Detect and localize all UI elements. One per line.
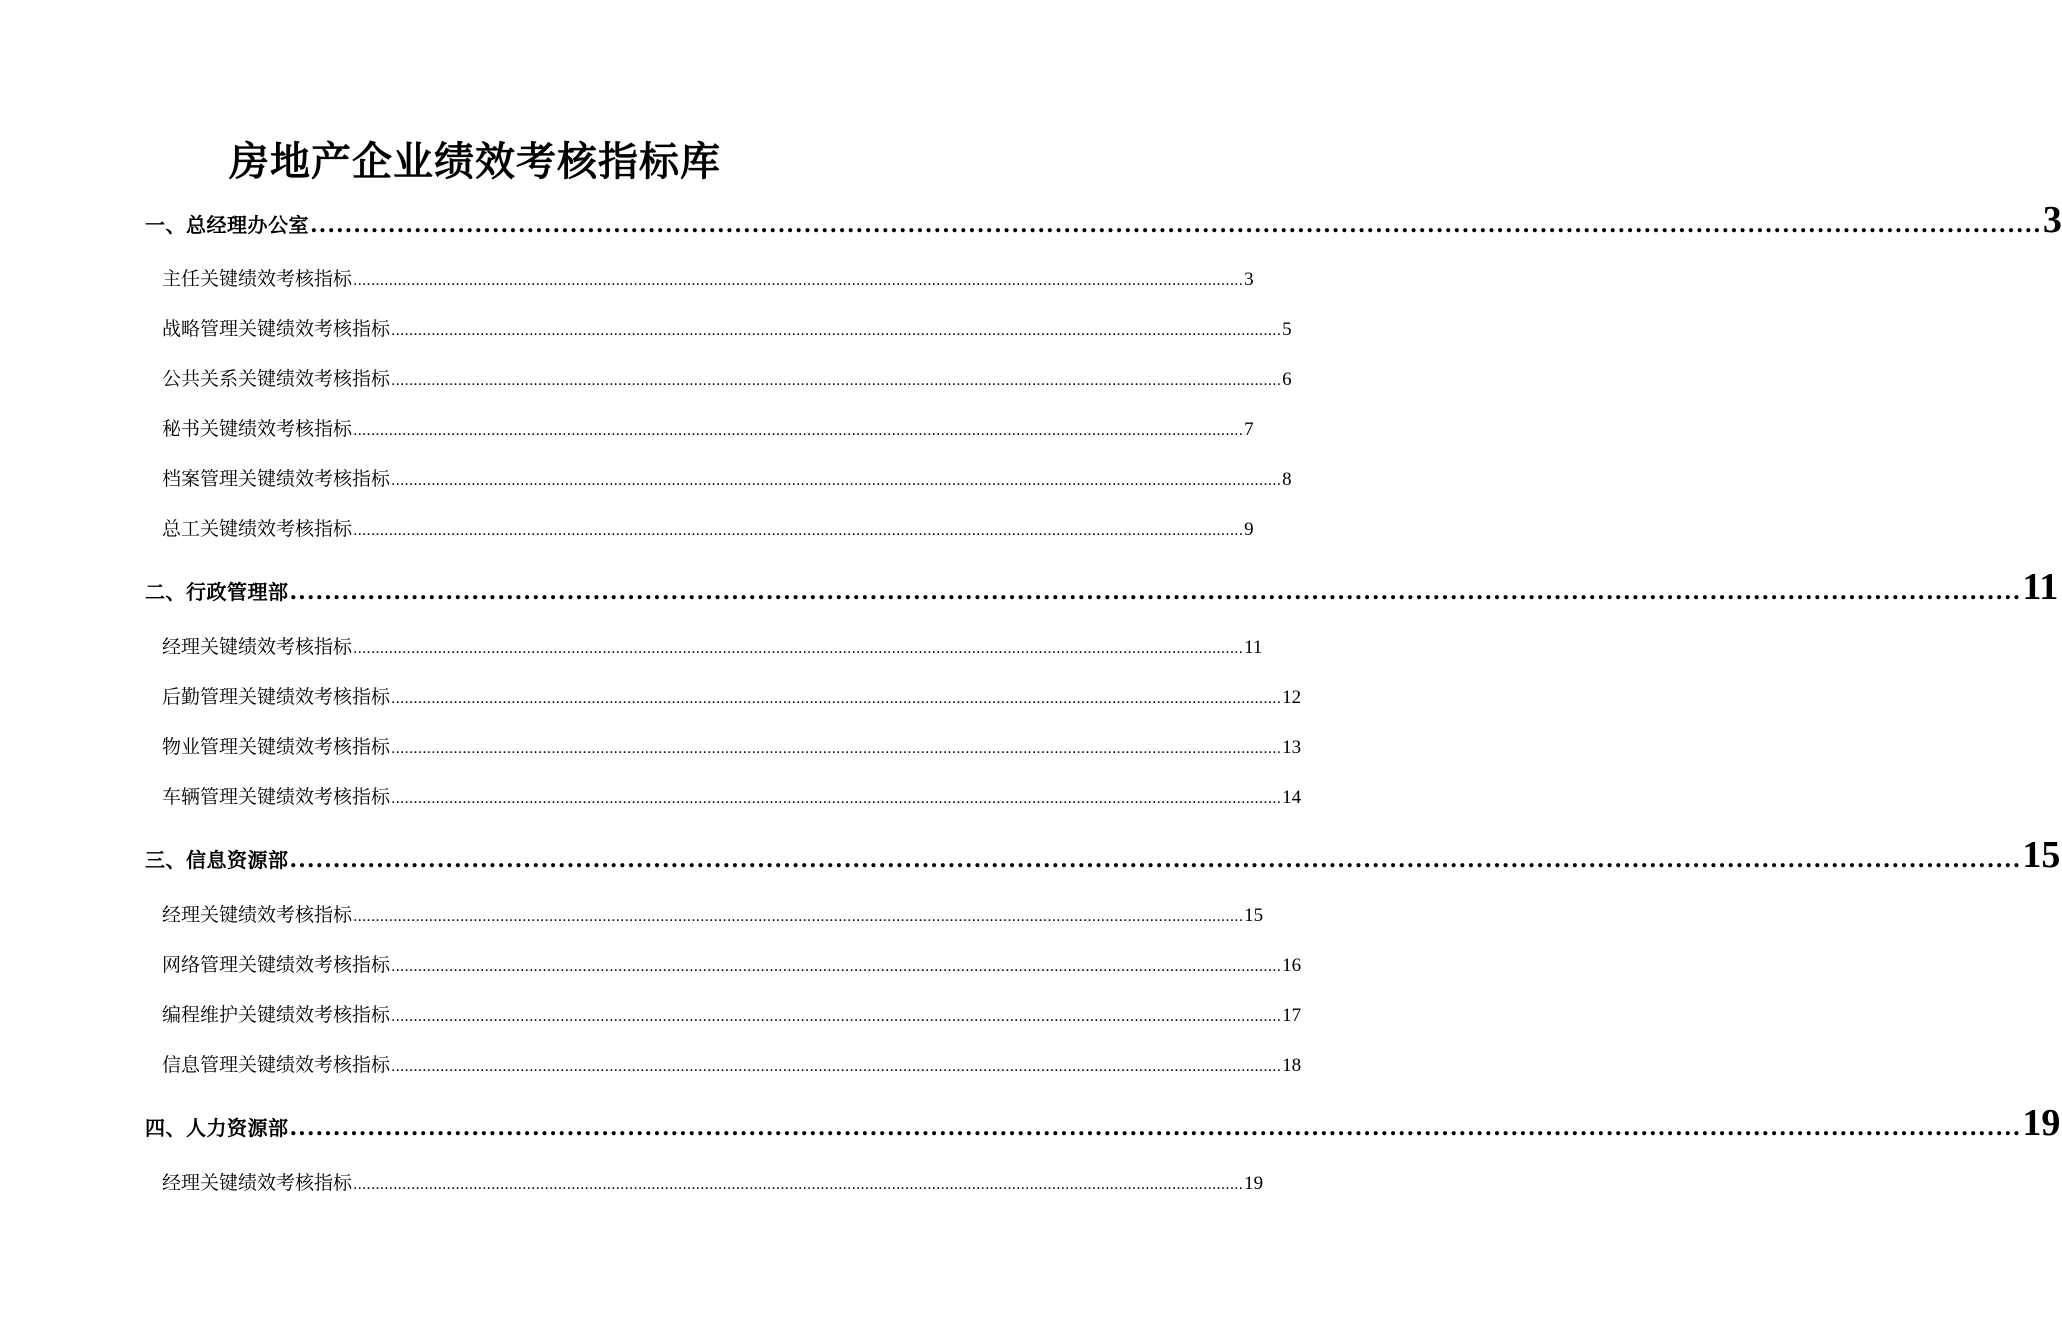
toc-entry-label: 经理关键绩效考核指标 xyxy=(162,1172,353,1194)
toc-section-administration[interactable] xyxy=(145,565,2059,609)
dot-leader: ........................................................................................................................................................................................................ xyxy=(391,373,1282,389)
toc-entry[interactable] xyxy=(162,1168,1264,1195)
toc-entry[interactable] xyxy=(162,732,1302,759)
toc-section-page-number: 19 xyxy=(2022,1102,2061,1144)
toc-entry-page-number: 16 xyxy=(1282,955,1302,976)
toc-entry-label: 后勤管理关键绩效考核指标 xyxy=(162,686,391,708)
dot-leader: ........................................................................................................................................................................................................ xyxy=(391,1009,1282,1025)
dot-leader: ........................................................................................................................................................................................................ xyxy=(353,523,1244,539)
dot-leader: ........................................................................................................................................................................................................ xyxy=(391,691,1282,707)
toc-entry-page-number: 11 xyxy=(1244,637,1263,658)
toc-entry[interactable] xyxy=(162,414,1254,441)
dot-leader: ........................................................................................................................................................................................................ xyxy=(391,1059,1282,1075)
toc-entry-page-number: 12 xyxy=(1282,687,1302,708)
dot-leader: ........................................................................................................................................................................................................ xyxy=(391,791,1282,807)
toc-entry[interactable] xyxy=(162,950,1302,977)
dot-leader: ........................................................................................................................................................................................................ xyxy=(391,741,1282,757)
toc-entry-label: 经理关键绩效考核指标 xyxy=(162,636,353,658)
toc-section-information-resources[interactable] xyxy=(145,833,2061,877)
toc-section-label: 四、人力资源部 xyxy=(145,1116,289,1140)
dot-leader: ........................................................................................................................................................................................................ xyxy=(353,273,1244,289)
toc-entry-label: 网络管理关键绩效考核指标 xyxy=(162,954,391,976)
toc-entry-page-number: 17 xyxy=(1282,1005,1302,1026)
dot-leader: ........................................................................................................................................................................................................ xyxy=(391,959,1282,975)
toc-entry-page-number: 3 xyxy=(1244,269,1254,290)
toc-entry[interactable] xyxy=(162,900,1264,927)
toc-entry-label: 战略管理关键绩效考核指标 xyxy=(162,318,391,340)
toc-entry-page-number: 15 xyxy=(1244,905,1264,926)
dot-leader: ........................................................................................................................................................................................................ xyxy=(289,847,2022,873)
toc-section-label: 二、行政管理部 xyxy=(145,580,289,604)
toc-entry-page-number: 5 xyxy=(1282,319,1292,340)
toc-entry[interactable] xyxy=(162,314,1292,341)
toc-entry-label: 秘书关键绩效考核指标 xyxy=(162,418,353,440)
toc-entry-page-number: 19 xyxy=(1244,1173,1264,1194)
toc-entry-label: 信息管理关键绩效考核指标 xyxy=(162,1054,391,1076)
toc-section-label: 一、总经理办公室 xyxy=(145,213,309,237)
toc-section-human-resources[interactable] xyxy=(145,1101,2061,1145)
toc-entry[interactable] xyxy=(162,682,1302,709)
dot-leader: ........................................................................................................................................................................................................ xyxy=(353,1177,1244,1193)
toc-section-label: 三、信息资源部 xyxy=(145,848,289,872)
toc-entry[interactable] xyxy=(162,464,1292,491)
page-title: 房地产企业绩效考核指标库 xyxy=(229,139,721,185)
toc-entry-page-number: 18 xyxy=(1282,1055,1302,1076)
toc-entry-label: 档案管理关键绩效考核指标 xyxy=(162,468,391,490)
toc-entry-label: 公共关系关键绩效考核指标 xyxy=(162,368,391,390)
toc-entry[interactable] xyxy=(162,514,1254,541)
dot-leader: ........................................................................................................................................................................................................ xyxy=(353,641,1244,657)
toc-section-page-number: 3 xyxy=(2042,199,2062,241)
toc-entry-label: 主任关键绩效考核指标 xyxy=(162,268,353,290)
toc-entry[interactable] xyxy=(162,632,1263,659)
dot-leader: ........................................................................................................................................................................................................ xyxy=(391,473,1282,489)
toc-entry[interactable] xyxy=(162,264,1254,291)
toc-entry-page-number: 8 xyxy=(1282,469,1292,490)
toc-entry-label: 经理关键绩效考核指标 xyxy=(162,904,353,926)
toc-entry-label: 物业管理关键绩效考核指标 xyxy=(162,736,391,758)
dot-leader: ........................................................................................................................................................................................................ xyxy=(353,423,1244,439)
dot-leader: ........................................................................................................................................................................................................ xyxy=(289,579,2022,605)
toc-entry-page-number: 7 xyxy=(1244,419,1254,440)
toc-entry-label: 总工关键绩效考核指标 xyxy=(162,518,353,540)
toc-section-page-number: 11 xyxy=(2022,566,2059,608)
toc-section-page-number: 15 xyxy=(2022,834,2061,876)
toc-entry-page-number: 9 xyxy=(1244,519,1254,540)
toc-entry-label: 车辆管理关键绩效考核指标 xyxy=(162,786,391,808)
toc-entry-label: 编程维护关键绩效考核指标 xyxy=(162,1004,391,1026)
toc-entry-page-number: 14 xyxy=(1282,787,1302,808)
toc-section-general-office[interactable] xyxy=(145,198,2062,242)
dot-leader: ........................................................................................................................................................................................................ xyxy=(310,212,2042,238)
dot-leader: ........................................................................................................................................................................................................ xyxy=(353,909,1244,925)
toc-entry[interactable] xyxy=(162,364,1292,391)
toc-entry-page-number: 13 xyxy=(1282,737,1302,758)
toc-entry[interactable] xyxy=(162,1050,1302,1077)
toc-entry[interactable] xyxy=(162,1000,1302,1027)
toc-entry-page-number: 6 xyxy=(1282,369,1292,390)
toc-entry[interactable] xyxy=(162,782,1302,809)
dot-leader: ........................................................................................................................................................................................................ xyxy=(391,323,1282,339)
dot-leader: ........................................................................................................................................................................................................ xyxy=(289,1115,2022,1141)
